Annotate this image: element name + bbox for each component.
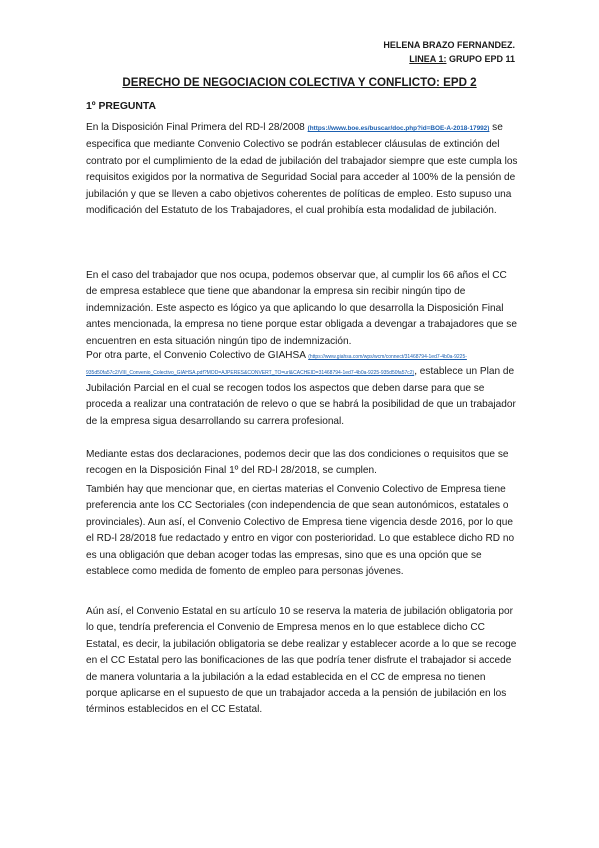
boe-link[interactable]: (https://www.boe.es/buscar/doc.php?id=BOE-A-2018-17992) [307, 125, 490, 132]
giahsa-link[interactable]: (https://www.giahsa.com/wps/wcm/connect/31468794-1ed7-4b0a-9225-935d50fa57c2/VIII_Convenio_Colectivo_GIAHSA.pdf?MOD=AJPERES&CONVERT_TO=url&CACHEID=31468794-1ed7-4b0a-9225-935d50fa57c2) [86, 354, 467, 377]
paragraph-1-text-a: En la Disposición Final Primera del RD-l 28/2008 [86, 122, 308, 133]
paragraph-1 [86, 120, 518, 219]
author-name: HELENA BRAZO FERNANDEZ. [383, 40, 515, 50]
paragraph-4: Mediante estas dos declaraciones, podemos decir que las dos condiciones o requisitos que se recogen en la Disposición Final 1º del RD-l 28/2018, se cumplen. [86, 449, 509, 477]
question-heading: 1º PREGUNTA [86, 101, 156, 112]
paragraph-6: Aún así, el Convenio Estatal en su artículo 10 se reserva la materia de jubilación obligatoria por lo que, tendría preferencia el Convenio de Empresa menos en lo que establece dicho CC Estatal, es decir, la jubilación obligatoria se debe realizar y establecer acorde a lo que se recoge en el CC Estatal pero las bonificaciones de las que podría tener disfrute el trabajador si accede de manera voluntaria a la jubilación a la edad establecida en el CC de empresa no tienen porque aplicarse en el supuesto de que un trabajador acceda a la pensión de jubilación en los términos establecidos en el CC Estatal. [86, 606, 517, 716]
document-header [383, 38, 515, 66]
line-label: LINEA 1: [409, 54, 447, 64]
paragraph-3-text-b: , establece un Plan de Jubilación Parcial en el cual se recogen todos los aspectos que deben darse para que se proceda a realizar una contratación de relevo o que se habrá la posibilidad de que un trabajador de la empresa sigua desarrollando su carrera profesional. [86, 366, 516, 427]
paragraph-3-text-a: Por otra parte, el Convenio Colectivo de GIAHSA [86, 350, 309, 361]
group-label: GRUPO EPD 11 [446, 54, 515, 64]
paragraph-3 [86, 348, 518, 430]
group-line [383, 52, 515, 66]
paragraph-2: En el caso del trabajador que nos ocupa, podemos observar que, al cumplir los 66 años el CC de empresa establece que tiene que abandonar la empresa sin recibir ningún tipo de indemnización. Este aspecto es lógico ya que aplicando lo que desarrolla la Disposición Final antes mencionada, la empresa no tiene porque estar obligada a devengar a trabajadores que se encuentren en esta situación ningún tipo de indemnización. [86, 270, 517, 347]
document-title: DERECHO DE NEGOCIACION COLECTIVA Y CONFLICTO: EPD 2 [122, 76, 477, 89]
paragraph-5: También hay que mencionar que, en ciertas materias el Convenio Colectivo de Empresa tiene preferencia ante los CC Sectoriales (con independencia de que sean autonómicos, estatales o provinciales). Aun así, el Convenio Colectivo de Empresa tiene vigencia desde 2016, por lo que el RD-l 28/2018 fue redactado y entro en vigor con posterioridad. Lo que establece dicho RD no es una obligación que deban acoger todas las empresas, sino que es una opción que se establece como medida de fomento de empleo para personas jóvenes. [86, 484, 515, 578]
paragraph-1-text-b: se especifica que mediante Convenio Colectivo se podrán establecer cláusulas de extinción del contrato por el cumplimiento de la edad de jubilación del trabajador siempre que este cumpla los requisitos exigidos por la normativa de Seguridad Social para acceder al 100% de la pensión de jubilación y que se lleven a cabo objetivos coherentes de políticas de empleo. Esto supuso una modificación del Estatuto de los Trabajadores, el cual prohibía esta modalidad de jubilación. [86, 122, 518, 217]
